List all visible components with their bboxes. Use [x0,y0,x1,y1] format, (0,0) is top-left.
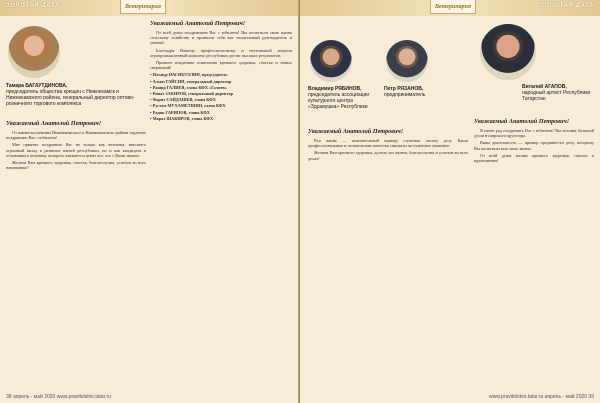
letter2-signers [150,72,292,121]
signer: • Фарит САЙДАШЕВ, глава КФХ [150,97,216,103]
letter3-p2: Желаем Вам крепкого здоровья, долгих лет жизни, благополучия и успехов во всех делах! [308,150,468,161]
person1-name: Тамара БАГАУТДИНОВА, [6,83,68,89]
signer: • Марат ШАКИРОВ, глава КФХ [150,115,214,121]
left-header-title: ЗОЛОТАЯ ДАТА [6,3,60,9]
letter1-p3: Желаем Вам крепкого здоровья, счастья, благополучия, успехов во всех начинаниях! [6,160,146,171]
person4-role: народный артист Республики Татарстан [522,90,591,102]
letter3-p1: Вся жизнь — замечательный пример служения своему делу. Ваши профессиональные и человеческие качества снискали заслуженное уважение. [308,138,468,149]
signer: • Алмаз ГАЙСИН, генеральный директор [150,78,232,84]
person3-role: предприниматель [384,92,426,98]
person3-name: Петр РЯЗАНОВ, [384,86,424,92]
letter3 [308,128,468,388]
right-header-logo: Ветеринария [430,0,476,14]
right-footer: www.pravitelstvo.tatar.ru апрель - май 2020 39 [489,394,594,400]
letter2-p1: От всей души поздравляем Вас с юбилеем! Вы посвятили свою жизнь сельскому хозяйству и проявили себя как талантливый руководитель и ученый. [150,30,292,46]
letter4 [474,118,594,388]
person1-caption [6,83,146,107]
letter2-p3: Примите искренние пожелания крепкого здоровья, счастья и новых свершений! [150,60,292,71]
letter4-lead: Уважаемый Анатолий Петрович! [474,118,570,125]
signer: • Радик ГАРИПОВ, глава КФХ [150,109,211,115]
letter2-lead: Уважаемый Анатолий Петрович! [150,20,246,27]
portrait-photo-3 [386,40,428,82]
letter4-p1: Я очень рад поздравить Вас с юбилеем! Вы человек большой души и широкого кругозора. [474,128,594,139]
letter1-p2: Мне приятно поздравить Вас не только как человека, внесшего огромный вклад в развитие нашей республики, но и как кандидата и отзывчивого человека, которого уважают и ценят все, кто с Вами знаком. [6,142,146,158]
letter2-p2: Благодаря Вашему профессионализму и неутомимой энергии агропромышленный комплекс республики достиг высоких результатов. [150,47,292,58]
person4-caption [522,84,594,102]
signer: • Ильнур НАСИБУЛЛИН, председатель [150,72,228,78]
letter3-lead: Уважаемый Анатолий Петрович! [308,128,404,135]
person1-role: председатель общества крещен с Нижнекамск и Нижнекамского района, генеральный директор оптово-розничного торгового комплекса [6,89,135,107]
left-header-logo: Ветеринария [120,0,166,14]
signer: • Ринат ЗАКИРОВ, генеральный директор [150,91,234,97]
letter1-p1: От имени коллектива Нижнекамского и Нижнекамского района сердечно поздравляю Вас с юбилеем! [6,130,146,141]
person2-name: Владимир РЯБИНОВ, [308,86,362,92]
letter1-lead: Уважаемый Анатолий Петрович! [6,120,102,127]
person2-role: председатель ассоциации культурного центра «Здравушка» Республики [308,92,370,110]
right-header-title: ЗОЛОТАЯ ДАТА [540,3,594,9]
left-footer: 38 апрель - май 2020 www.pravitelstvo.tatar.ru [6,394,111,400]
portrait-photo-1 [8,26,60,78]
letter2 [150,20,292,388]
portrait-photo-4 [480,24,536,80]
portrait-photo-2 [310,40,352,82]
person2-caption [308,86,370,110]
right-page [300,0,600,403]
signer: • Рашид ГАЛИЕВ, глава КФХ «Галиев» [150,84,227,90]
person4-name: Виталий АГАПОВ, [522,84,567,90]
signer: • Рустам МУХАМЕТШИН, глава КФХ [150,103,226,109]
letter1 [6,120,146,388]
person3-caption [384,86,436,98]
letter4-p3: От всей души желаю крепкого здоровья, счастья и вдохновения! [474,152,594,164]
letter4-p2: Ваша деятельность — пример преданности делу, которому Вы посвятили всю свою жизнь. [474,140,594,151]
